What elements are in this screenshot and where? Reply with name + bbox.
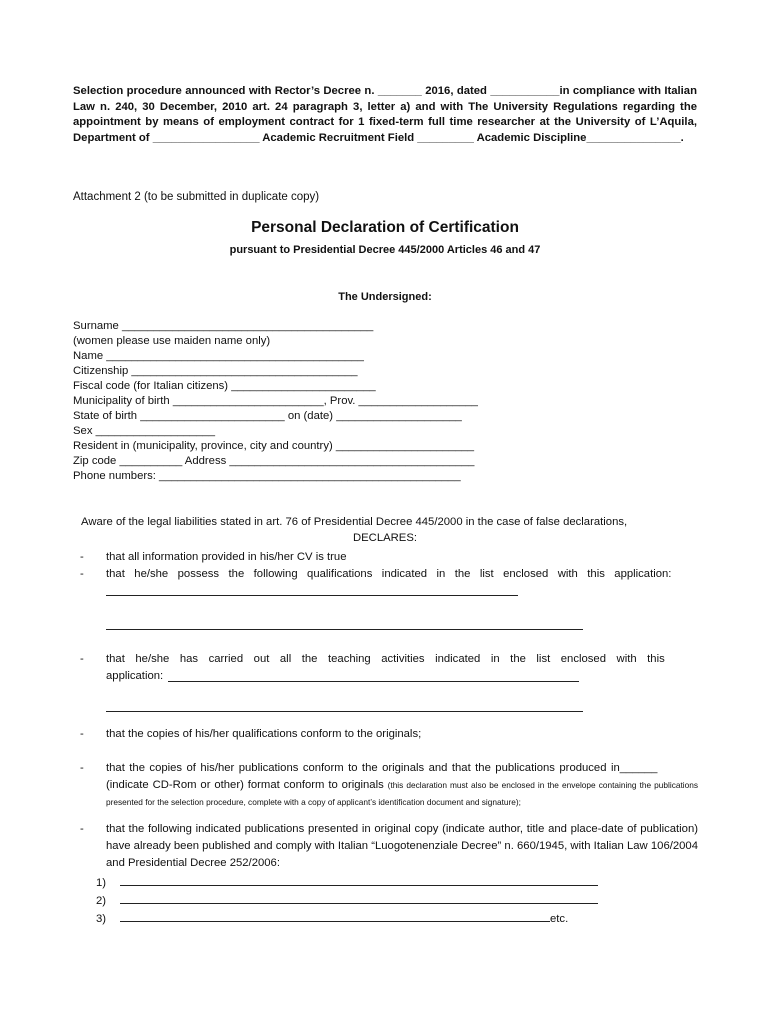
etc-label: etc. — [550, 913, 569, 925]
publication-blank-line-3[interactable] — [120, 909, 550, 922]
declaration-text: (indicate CD-Rom or other) format conform to originals — [106, 779, 384, 791]
publication-blank-line-2[interactable] — [120, 891, 598, 904]
qualifications-blank-line-1[interactable] — [106, 595, 518, 596]
declaration-text: that the copies of his/her qualifications conform to the originals; — [106, 728, 422, 740]
bullet-dash: - — [80, 568, 84, 580]
residence-field[interactable]: Resident in (municipality, province, city and country) ______________________ — [73, 440, 475, 452]
page-title: Personal Declaration of Certification — [251, 219, 519, 236]
fiscal-code-field[interactable]: Fiscal code (for Italian citizens) _______________________ — [73, 380, 376, 392]
phone-numbers-field[interactable]: Phone numbers: ________________________________________________ — [73, 470, 461, 482]
publications-list — [96, 873, 598, 927]
personal-details-form — [73, 319, 633, 484]
declaration-text: that he/she has carried out all the teaching activities indicated in the list enclosed with this — [106, 653, 665, 665]
row-number: 1) — [96, 877, 107, 889]
publication-row — [96, 873, 598, 891]
declaration-text: that the copies of his/her publications conform to the originals and that the publications produced in______ — [106, 762, 658, 774]
selection-procedure-header: Selection procedure announced with Rector’s Decree n. _______ 2016, dated ___________in compliance with Italian Law n. 240, 30 December, 2010 art. 24 paragraph 3, letter a) and with The University Regulations regarding the appointment by means of employment contract for 1 fixed-term full time researcher at the University of L’Aquila, Department of _________________ Academic Recruitment Field _________ Academic Discipline_______________. — [73, 85, 697, 144]
declares-heading: DECLARES: — [352, 532, 418, 544]
row-number: 2) — [96, 895, 107, 907]
publication-row — [96, 909, 598, 927]
name-field[interactable]: Name _________________________________________ — [73, 350, 364, 362]
bullet-dash: - — [80, 551, 84, 563]
sex-field[interactable]: Sex ___________________ — [73, 425, 215, 437]
bullet-dash: - — [80, 653, 84, 665]
row-number: 3) — [96, 913, 107, 925]
qualifications-blank-line-2[interactable] — [106, 629, 583, 630]
undersigned-heading: The Undersigned: — [338, 291, 432, 303]
teaching-blank-line-2[interactable] — [106, 711, 583, 712]
zip-address-field[interactable]: Zip code __________ Address _______________________________________ — [73, 455, 475, 467]
liability-statement: Aware of the legal liabilities stated in art. 76 of Presidential Decree 445/2000 in the case of false declarations, — [81, 516, 628, 528]
declaration-footnote: (this declaration must also be enclosed in the envelope containing the publications presented for the selection procedure, complete with a copy of applicant’s identification document and signature); — [106, 780, 698, 807]
declaration-text: application: — [106, 670, 164, 682]
declaration-text: that the following indicated publications presented in original copy (indicate author, title and place-date of publication) have already been published and comply with Italian “Luogotenenziale Decree” n. 660/1945, with Italian Law 106/2004 and Presidential Decree 252/2006: — [106, 823, 698, 869]
maiden-name-note: (women please use maiden name only) — [73, 335, 271, 347]
surname-field[interactable]: Surname ________________________________________ — [73, 320, 374, 332]
declaration-text: that he/she possess the following qualifications indicated in the list enclosed with this application: — [106, 568, 672, 580]
citizenship-field[interactable]: Citizenship ____________________________________ — [73, 365, 358, 377]
bullet-dash: - — [80, 728, 84, 740]
publication-blank-line-1[interactable] — [120, 873, 598, 886]
teaching-blank-line-1[interactable] — [168, 681, 579, 682]
page-subtitle: pursuant to Presidential Decree 445/2000 Articles 46 and 47 — [229, 244, 541, 256]
declaration-text: that all information provided in his/her CV is true — [106, 551, 347, 563]
publication-row — [96, 891, 598, 909]
attachment-note: Attachment 2 (to be submitted in duplicate copy) — [73, 191, 320, 203]
bullet-dash: - — [80, 823, 84, 835]
bullet-dash: - — [80, 762, 84, 774]
municipality-of-birth-field[interactable]: Municipality of birth ________________________, Prov. ___________________ — [73, 395, 478, 407]
state-of-birth-field[interactable]: State of birth _______________________ on (date) ____________________ — [73, 410, 462, 422]
